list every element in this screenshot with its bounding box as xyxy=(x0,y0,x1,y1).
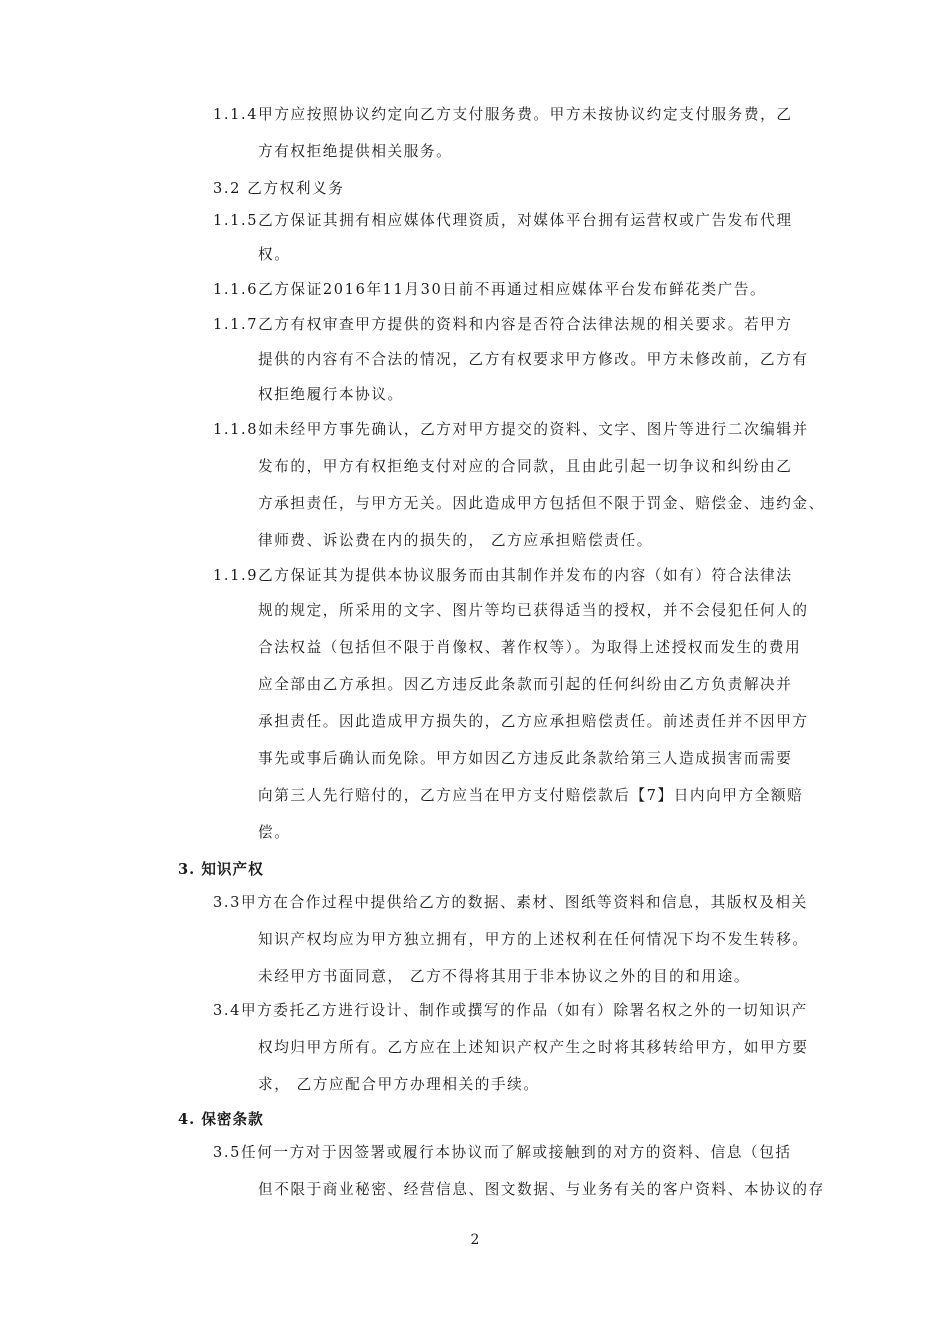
text-line: 规的规定，所采用的文字、图片等均已获得适当的授权，并不会侵犯任何人的 xyxy=(258,602,809,619)
text-line: 权均归甲方所有。乙方应在上述知识产权产生之时将其移转给甲方，如甲方要 xyxy=(258,1039,809,1056)
text-line: 3.3甲方在合作过程中提供给乙方的数据、素材、图纸等资料和信息，其版权及相关 xyxy=(213,894,808,911)
text-line: 方有权拒绝提供相关服务。 xyxy=(258,143,453,160)
text-line: 3.4甲方委托乙方进行设计、制作或撰写的作品（如有）除署名权之外的一切知识产 xyxy=(213,1002,808,1019)
text-line: 偿。 xyxy=(258,824,291,841)
text-line: 应全部由乙方承担。因乙方违反此条款而引起的任何纠纷由乙方负责解决并 xyxy=(258,676,793,693)
text-line: 合法权益（包括但不限于肖像权、著作权等）。为取得上述授权而发生的费用 xyxy=(258,639,802,656)
text-line: 1.1.6乙方保证2016年11月30日前不再通过相应媒体平台发布鲜花类广告。 xyxy=(213,281,767,298)
text-line: 但不限于商业秘密、经营信息、图文数据、与业务有关的客户资料、本协议的存 xyxy=(258,1181,825,1198)
text-line: 承担责任。因此造成甲方损失的，乙方应承担赔偿责任。前述责任并不因甲方 xyxy=(258,713,809,730)
text-line: 律师费、诉讼费在内的损失的， 乙方应承担赔偿责任。 xyxy=(258,532,653,549)
text-line: 1.1.9乙方保证其为提供本协议服务而由其制作并发布的内容（如有）符合法律法 xyxy=(213,567,793,584)
text-line: 方承担责任，与甲方无关。因此造成甲方包括但不限于罚金、赔偿金、违约金、 xyxy=(258,495,825,512)
text-line: 3.5任何一方对于因签署或履行本协议而了解或接触到的对方的资料、信息（包括 xyxy=(213,1144,792,1161)
text-line: 提供的内容有不合法的情况，乙方有权要求甲方修改。甲方未修改前，乙方有 xyxy=(258,351,809,368)
section-heading: 4. 保密条款 xyxy=(178,1111,264,1128)
text-line: 1.1.4甲方应按照协议约定向乙方支付服务费。甲方未按协议约定支付服务费，乙 xyxy=(213,106,793,123)
text-line: 事先或事后确认而免除。甲方如因乙方违反此条款给第三人造成损害而需要 xyxy=(258,750,793,767)
text-line: 向第三人先行赔付的，乙方应当在甲方支付赔偿款后【7】日内向甲方全额赔 xyxy=(258,787,804,804)
text-line: 权。 xyxy=(258,246,291,263)
text-line: 权拒绝履行本协议。 xyxy=(258,386,404,403)
text-line: 1.1.7乙方有权审查甲方提供的资料和内容是否符合法律法规的相关要求。若甲方 xyxy=(213,316,793,333)
text-line: 求， 乙方应配合甲方办理相关的手续。 xyxy=(258,1076,540,1093)
text-line: 知识产权均应为甲方独立拥有，甲方的上述权利在任何情况下均不发生转移。 xyxy=(258,931,809,948)
text-line: 发布的，甲方有权拒绝支付对应的合同款，且由此引起一切争议和纠纷由乙 xyxy=(258,458,793,475)
page-number: 2 xyxy=(470,1232,480,1248)
text-line: 未经甲方书面同意， 乙方不得将其用于非本协议之外的目的和用途。 xyxy=(258,968,751,985)
text-line: 1.1.8如未经甲方事先确认，乙方对甲方提交的资料、文字、图片等进行二次编辑并 xyxy=(213,421,809,438)
text-line: 1.1.5乙方保证其拥有相应媒体代理资质，对媒体平台拥有运营权或广告发布代理 xyxy=(213,212,793,229)
text-line: 3.2 乙方权利义务 xyxy=(213,180,345,197)
section-heading: 3. 知识产权 xyxy=(178,861,264,878)
